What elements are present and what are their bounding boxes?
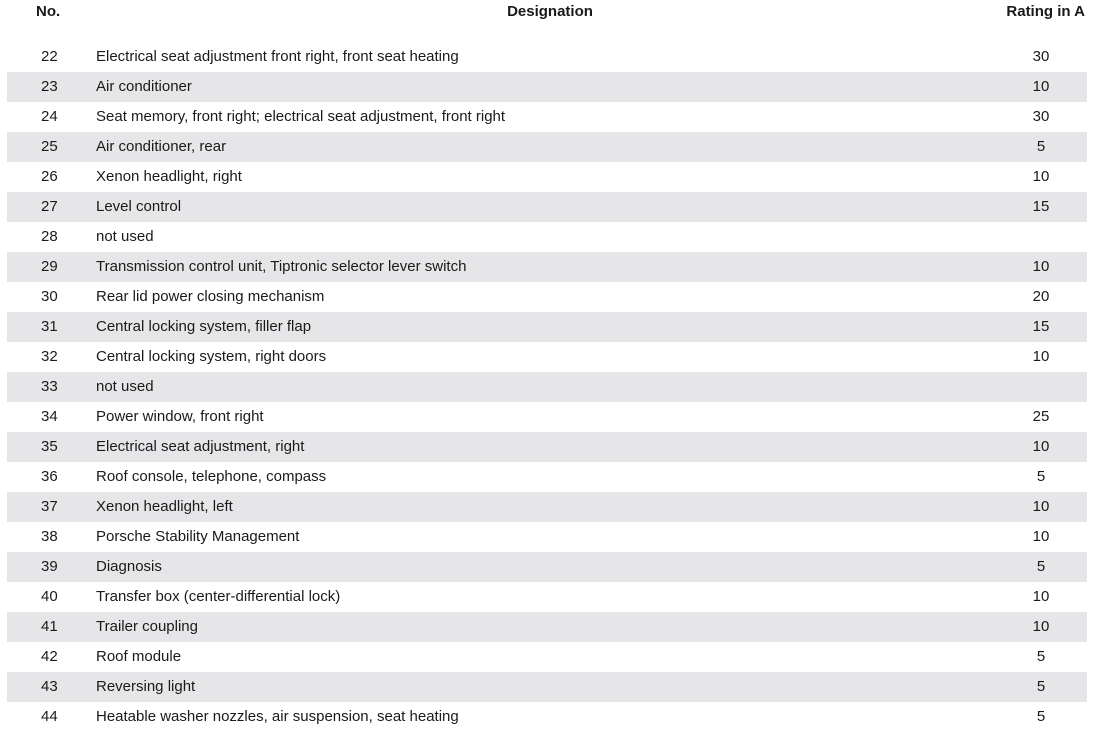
cell-no: 33 [41, 378, 58, 395]
cell-rating: 20 [1032, 288, 1050, 305]
cell-no: 37 [41, 498, 58, 515]
cell-rating: 25 [1032, 408, 1050, 425]
table-row [7, 132, 1087, 162]
cell-designation: Transmission control unit, Tiptronic selector lever switch [96, 258, 467, 275]
cell-designation: Heatable washer nozzles, air suspension, seat heating [96, 708, 459, 725]
cell-designation: Roof console, telephone, compass [96, 468, 327, 485]
cell-rating: 5 [1036, 708, 1046, 725]
cell-rating: 5 [1036, 648, 1046, 665]
cell-designation: Diagnosis [96, 558, 162, 575]
cell-no: 38 [41, 528, 58, 545]
table-row [7, 462, 1087, 492]
table-row [7, 492, 1087, 522]
cell-designation: Trailer coupling [96, 618, 198, 635]
table-row [7, 522, 1087, 552]
cell-no: 34 [41, 408, 58, 425]
table-row [7, 672, 1087, 702]
table-row [7, 582, 1087, 612]
cell-designation: Roof module [96, 648, 182, 665]
cell-designation: not used [96, 378, 154, 395]
table-row [7, 72, 1087, 102]
table-row [7, 312, 1087, 342]
cell-no: 40 [41, 588, 58, 605]
table-row [7, 702, 1087, 732]
cell-no: 41 [41, 618, 58, 635]
table-row [7, 162, 1087, 192]
cell-designation: Level control [96, 198, 182, 215]
cell-rating: 10 [1032, 498, 1050, 515]
header-no: No. [36, 3, 61, 20]
cell-rating: 5 [1036, 678, 1046, 695]
cell-designation: Seat memory, front right; electrical seat adjustment, front right [96, 108, 506, 125]
cell-no: 23 [41, 78, 58, 95]
cell-rating: 5 [1036, 138, 1046, 155]
cell-designation: Central locking system, right doors [96, 348, 327, 365]
cell-no: 39 [41, 558, 58, 575]
cell-rating: 15 [1032, 318, 1050, 335]
cell-rating: 10 [1032, 78, 1050, 95]
fuse-table-body [7, 42, 1087, 732]
cell-designation: Porsche Stability Management [96, 528, 300, 545]
cell-rating: 10 [1032, 528, 1050, 545]
cell-rating: 10 [1032, 588, 1050, 605]
cell-no: 26 [41, 168, 58, 185]
table-row [7, 42, 1087, 72]
cell-designation: Transfer box (center-differential lock) [96, 588, 341, 605]
cell-rating: 5 [1036, 558, 1046, 575]
table-row [7, 222, 1087, 252]
cell-designation: Air conditioner, rear [96, 138, 227, 155]
cell-rating: 10 [1032, 618, 1050, 635]
cell-rating: 30 [1032, 108, 1050, 125]
cell-no: 32 [41, 348, 58, 365]
cell-designation: Xenon headlight, right [96, 168, 242, 185]
cell-designation: not used [96, 228, 154, 245]
cell-no: 24 [41, 108, 58, 125]
cell-designation: Electrical seat adjustment front right, front seat heating [96, 48, 459, 65]
cell-no: 31 [41, 318, 58, 335]
cell-rating: 10 [1032, 258, 1050, 275]
table-row [7, 642, 1087, 672]
header-rating: Rating in A [1006, 3, 1085, 20]
cell-no: 22 [41, 48, 58, 65]
cell-no: 29 [41, 258, 58, 275]
table-row [7, 282, 1087, 312]
table-row [7, 402, 1087, 432]
cell-designation: Central locking system, filler flap [96, 318, 312, 335]
header-designation: Designation [507, 3, 593, 20]
table-row [7, 612, 1087, 642]
cell-rating: 30 [1032, 48, 1050, 65]
cell-no: 28 [41, 228, 58, 245]
cell-designation: Power window, front right [96, 408, 264, 425]
cell-rating: 10 [1032, 348, 1050, 365]
cell-no: 30 [41, 288, 58, 305]
cell-no: 36 [41, 468, 58, 485]
cell-designation: Reversing light [96, 678, 196, 695]
cell-rating: 15 [1032, 198, 1050, 215]
cell-designation: Rear lid power closing mechanism [96, 288, 325, 305]
cell-designation: Electrical seat adjustment, right [96, 438, 305, 455]
cell-designation: Xenon headlight, left [96, 498, 233, 515]
table-header [0, 0, 1100, 26]
table-row [7, 192, 1087, 222]
cell-no: 25 [41, 138, 58, 155]
cell-rating: 5 [1036, 468, 1046, 485]
table-row [7, 102, 1087, 132]
table-row [7, 552, 1087, 582]
cell-no: 27 [41, 198, 58, 215]
table-row [7, 252, 1087, 282]
cell-no: 35 [41, 438, 58, 455]
table-row [7, 342, 1087, 372]
cell-no: 43 [41, 678, 58, 695]
cell-designation: Air conditioner [96, 78, 192, 95]
table-row [7, 432, 1087, 462]
cell-rating: 10 [1032, 438, 1050, 455]
cell-no: 44 [41, 708, 58, 725]
cell-no: 42 [41, 648, 58, 665]
table-row [7, 372, 1087, 402]
cell-rating: 10 [1032, 168, 1050, 185]
